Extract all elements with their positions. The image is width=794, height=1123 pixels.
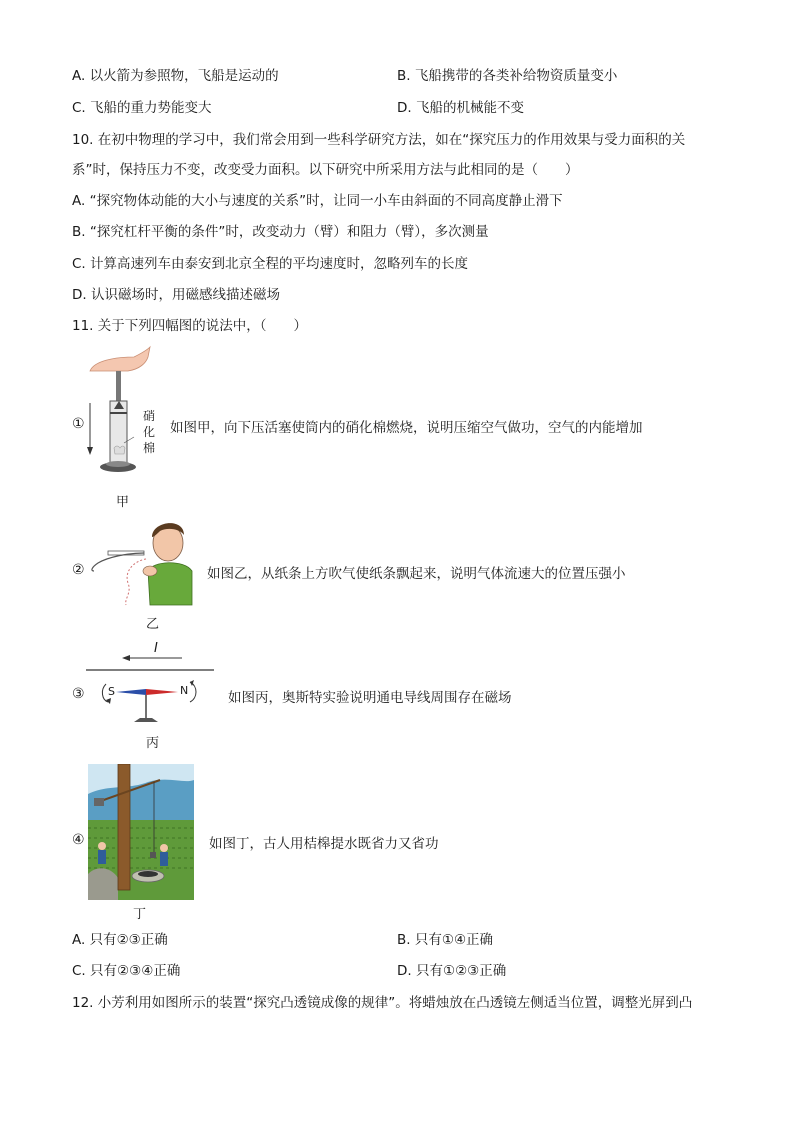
q9-option-a: A. 以火箭为参照物，飞船是运动的 <box>72 68 279 84</box>
blowing-paper-figure <box>88 513 198 613</box>
current-label: I <box>154 641 158 656</box>
q10-stem-line1: 10. 在初中物理的学习中，我们常会用到一些科学研究方法，如在“探究压力的作用效果与受力面积的关 <box>72 132 686 148</box>
q11-option-a: A. 只有②③正确 <box>72 932 168 948</box>
item4-number: ④ <box>72 832 85 848</box>
item4-statement: 如图丁，古人用桔槔提水既省力又省功 <box>209 836 439 852</box>
q9-option-d: D. 飞船的机械能不变 <box>397 100 524 116</box>
item2-statement: 如图乙，从纸条上方吹气使纸条飘起来，说明气体流速大的位置压强小 <box>207 566 626 582</box>
q9-option-c: C. 飞船的重力势能变大 <box>72 100 212 116</box>
q11-option-b: B. 只有①④正确 <box>397 932 494 948</box>
q10-option-b: B. “探究杠杆平衡的条件”时，改变动力（臂）和阻力（臂），多次测量 <box>72 224 489 240</box>
item1-number: ① <box>72 416 85 432</box>
q12-stem: 12. 小芳利用如图所示的装置“探究凸透镜成像的规律”。将蜡烛放在凸透镜左侧适当位置，调整光屏到凸 <box>72 995 693 1011</box>
q11-stem: 11. 关于下列四幅图的说法中，（ ） <box>72 318 308 334</box>
caption-bing: 丙 <box>146 736 160 751</box>
well-sweep-figure <box>88 764 194 900</box>
q10-option-c: C. 计算高速列车由泰安到北京全程的平均速度时，忽略列车的长度 <box>72 256 469 272</box>
q10-option-d: D. 认识磁场时，用磁感线描述磁场 <box>72 287 280 303</box>
caption-ding: 丁 <box>133 907 147 922</box>
item3-statement: 如图丙，奥斯特实验说明通电导线周围存在磁场 <box>228 690 512 706</box>
item1-statement: 如图甲，向下压活塞使筒内的硝化棉燃烧，说明压缩空气做功，空气的内能增加 <box>170 420 643 436</box>
q10-stem-line2: 系”时，保持压力不变，改变受力面积。以下研究中所采用方法与此相同的是（ ） <box>72 162 579 178</box>
oersted-figure <box>86 640 216 730</box>
q10-option-a: A. “探究物体动能的大小与速度的关系”时，让同一小车由斜面的不同高度静止滑下 <box>72 193 563 209</box>
north-pole-label: N <box>180 684 189 697</box>
item3-number: ③ <box>72 686 85 702</box>
cotton-label: 硝化棉 <box>143 409 156 455</box>
q11-option-d: D. 只有①②③正确 <box>397 963 507 979</box>
q11-option-c: C. 只有②③④正确 <box>72 963 181 979</box>
item2-number: ② <box>72 562 85 578</box>
q9-option-b: B. 飞船携带的各类补给物资质量变小 <box>397 68 618 84</box>
caption-jia: 甲 <box>116 495 130 510</box>
caption-yi: 乙 <box>146 617 160 632</box>
south-pole-label: S <box>108 685 115 698</box>
